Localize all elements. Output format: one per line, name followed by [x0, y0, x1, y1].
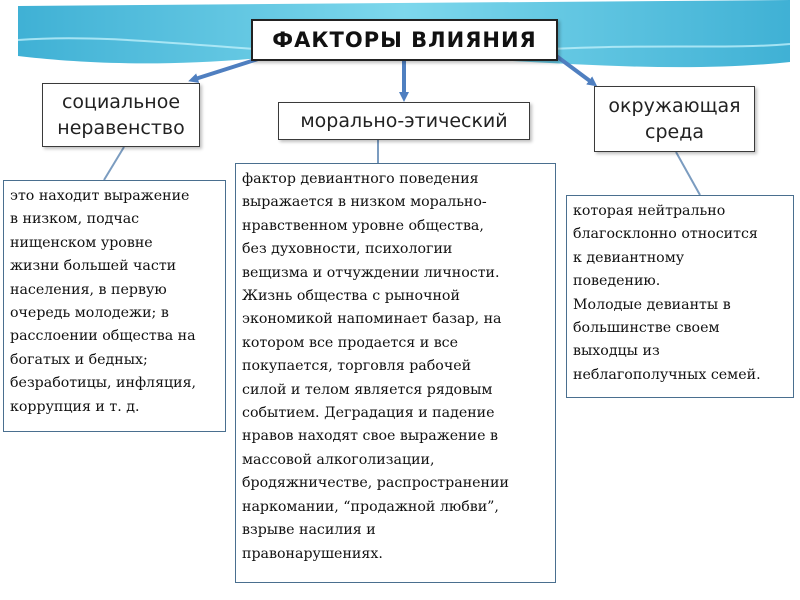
moral-ethical-description: фактор девиантного поведения выражается в низком морально- нравственном уровне общества, без духовности, психологии вещизма и отчуждении личности. Жизнь общества с рыночной экономикой напоминает базар, на котором все продается и все покупается, торговля рабочей силой и телом является рядовым событием. Деградация и падение нравов находят свое выражение в массовой алкоголизации, бродяжничестве, распространении наркомании, “продажной любви”, взрыве насилия и правонарушениях. [235, 163, 556, 583]
factor-moral-ethical: морально-этический [278, 102, 530, 140]
factor-social-inequality: социальное неравенство [42, 83, 200, 147]
diagram-title: ФАКТОРЫ ВЛИЯНИЯ [251, 19, 558, 61]
connector-social [104, 147, 124, 180]
factor-environment: окружающая среда [594, 86, 755, 152]
environment-description: которая нейтрально благосклонно относится к девиантному поведению. Молодые девианты в большинстве своем выходцы из неблагополучных семей. [566, 195, 794, 398]
connector-environment [676, 152, 700, 195]
social-inequality-description: это находит выражение в низком, подчас нищенском уровне жизни большей части населения, в первую очередь молодежи; в расслоении общества на богатых и бедных; безработицы, инфляция, коррупция и т. д. [3, 180, 226, 432]
